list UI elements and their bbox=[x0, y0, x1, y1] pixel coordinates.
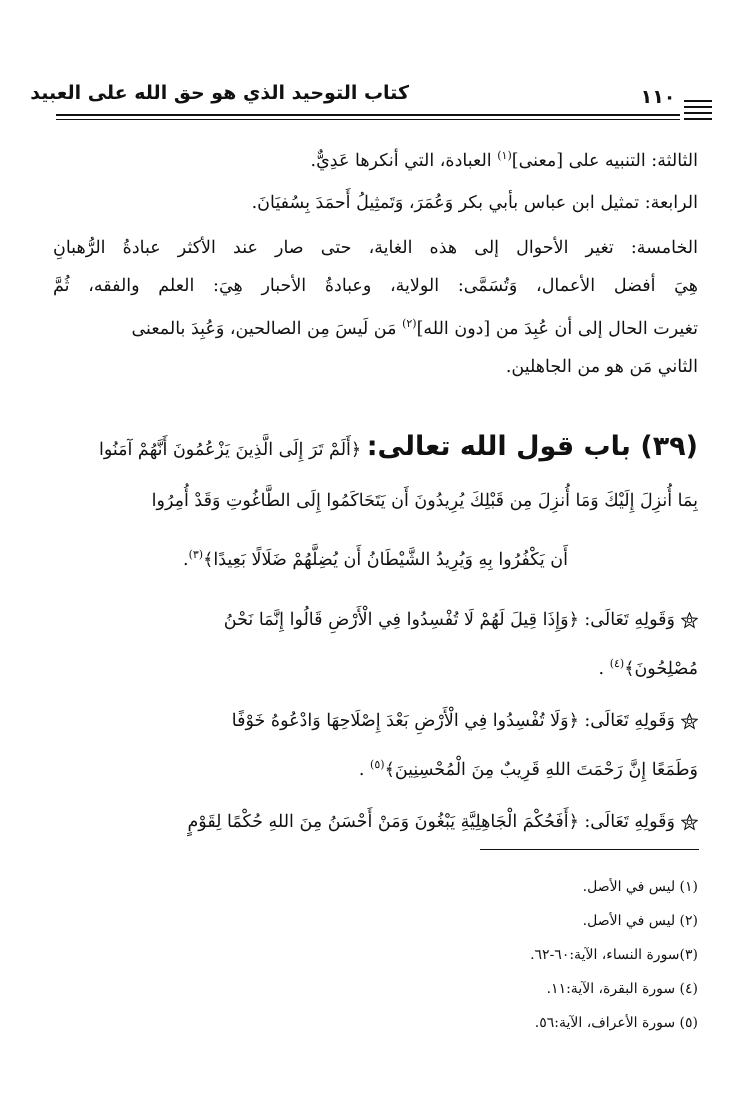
ornament-star-icon bbox=[681, 713, 698, 730]
chapter-verse-end: . bbox=[182, 549, 189, 570]
verse-line bbox=[53, 598, 698, 642]
paragraph-text: مَن لَيسَ مِن الصالحين، وَعُبِدَ بالمعنى bbox=[131, 318, 397, 339]
footnote-ref: (٤) bbox=[609, 657, 625, 670]
chapter-verse-line bbox=[53, 528, 698, 582]
ornament-star-icon bbox=[681, 814, 698, 831]
paragraph-line: الخامسة: تغير الأحوال إلى هذه الغاية، حتى صار عند الأكثر عبادةُ الرُّهبانِ bbox=[53, 238, 698, 258]
running-header-title: كتاب التوحيد الذي هو حق الله على العبيد bbox=[30, 82, 409, 104]
chapter-heading-line bbox=[53, 420, 698, 474]
verse-end: . bbox=[598, 658, 605, 679]
paragraph-text: العبادة، التي أنكرها عَدِيٌّ. bbox=[310, 150, 492, 171]
footnote: (٣)سورة النساء، الآية:٦٠-٦٢. bbox=[530, 947, 698, 963]
header-rule bbox=[56, 114, 680, 116]
page-number: ١١٠ bbox=[640, 86, 676, 108]
footnote-separator bbox=[480, 849, 699, 850]
footnote-ref: (٥) bbox=[370, 757, 385, 771]
verse-item bbox=[53, 800, 698, 844]
page-number-rule bbox=[684, 118, 712, 120]
verse-line bbox=[53, 699, 698, 743]
verse-line bbox=[53, 800, 698, 844]
footnote-ref: (٢) bbox=[402, 317, 417, 330]
verse-end: . bbox=[358, 759, 365, 780]
verse-item bbox=[53, 598, 698, 691]
verse-line bbox=[53, 642, 698, 691]
paragraph-text: تغيرت الحال إلى أن عُبِدَ من [دون الله] bbox=[416, 318, 698, 339]
footnote-ref: (١) bbox=[497, 149, 512, 162]
verse-text: مُصْلِحُونَ﴾ bbox=[624, 658, 698, 679]
footnote: (٥) سورة الأعراف، الآية:٥٦. bbox=[534, 1015, 698, 1031]
verse-text: وَقَولِهِ تَعَالَى: ﴿أَفَحُكْمَ الْجَاهِلِيَّةِ يَبْغُونَ وَمَنْ أَحْسَنُ مِنَ اللهِ حُكْمًا لِقَوْمٍ bbox=[187, 811, 675, 832]
chapter-verse-line: بِمَا أُنزِلَ إِلَيْكَ وَمَا أُنزِلَ مِن قَبْلِكَ يُرِيدُونَ أَن يَتَحَاكَمُوا إِلَى الطَّاغُوتِ وَقَدْ أُمِرُوا bbox=[151, 491, 698, 511]
page-number-rule bbox=[684, 100, 712, 102]
header-rule bbox=[56, 119, 680, 120]
paragraph-line bbox=[53, 137, 698, 180]
verse-line bbox=[53, 743, 698, 792]
page-number-rule bbox=[684, 112, 712, 114]
chapter-title: (٣٩) باب قول الله تعالى: bbox=[366, 431, 698, 462]
chapter-heading-block bbox=[53, 420, 698, 582]
page-number-rule bbox=[684, 106, 712, 108]
ornament-star-icon bbox=[681, 612, 698, 629]
paragraph-line: هِيَ أفضل الأعمال، وَتُسَمَّى: الولاية، وعبادةُ الأحبار هِيَ: العلم والفقه، ثُمَّ bbox=[53, 276, 698, 296]
footnotes-block bbox=[298, 870, 698, 1040]
chapter-verse-text: ﴿أَلَمْ تَرَ إِلَى الَّذِينَ يَزْعُمُونَ أَنَّهُمْ آمَنُوا bbox=[98, 440, 362, 460]
footnote: (٤) سورة البقرة، الآية:١١. bbox=[546, 981, 698, 997]
paragraph-line bbox=[53, 305, 698, 348]
verse-text: وَقَولِهِ تَعَالَى: ﴿وَلَا تُفْسِدُوا فِي الْأَرْضِ بَعْدَ إِصْلَاحِهَا وَادْعُوهُ خَوْفًا bbox=[231, 710, 675, 731]
paragraph-text: الثالثة: التنبيه على [معنى] bbox=[511, 150, 698, 171]
footnote: (٢) ليس في الأصل. bbox=[582, 913, 698, 929]
footnote-ref: (٣) bbox=[188, 548, 204, 561]
paragraph-line: الثاني مَن هو من الجاهلين. bbox=[505, 356, 698, 377]
verse-text: وَطَمَعًا إِنَّ رَحْمَتَ اللهِ قَرِيبٌ مِنَ الْمُحْسِنِينَ﴾ bbox=[384, 759, 698, 780]
paragraph-third bbox=[53, 137, 698, 180]
footnote: (١) ليس في الأصل. bbox=[582, 879, 698, 895]
verses-block bbox=[53, 598, 698, 852]
paragraph-fifth bbox=[53, 229, 698, 386]
paragraph-line: الرابعة: تمثيل ابن عباس بأبي بكر وَعُمَرَ، وَتَمثِيلُ أَحمَدَ بِسُفيَانَ. bbox=[251, 193, 698, 213]
chapter-verse-text: أَن يَكْفُرُوا بِهِ وَيُرِيدُ الشَّيْطَانُ أَن يُضِلَّهُمْ ضَلَالًا بَعِيدًا﴾ bbox=[203, 549, 569, 570]
verse-item bbox=[53, 699, 698, 792]
paragraph-fourth bbox=[53, 184, 698, 222]
verse-text: وَقَولِهِ تَعَالَى: ﴿وَإِذَا قِيلَ لَهُمْ لَا تُفْسِدُوا فِي الْأَرْضِ قَالُوا إِنَّمَا نَحْنُ bbox=[223, 610, 675, 630]
